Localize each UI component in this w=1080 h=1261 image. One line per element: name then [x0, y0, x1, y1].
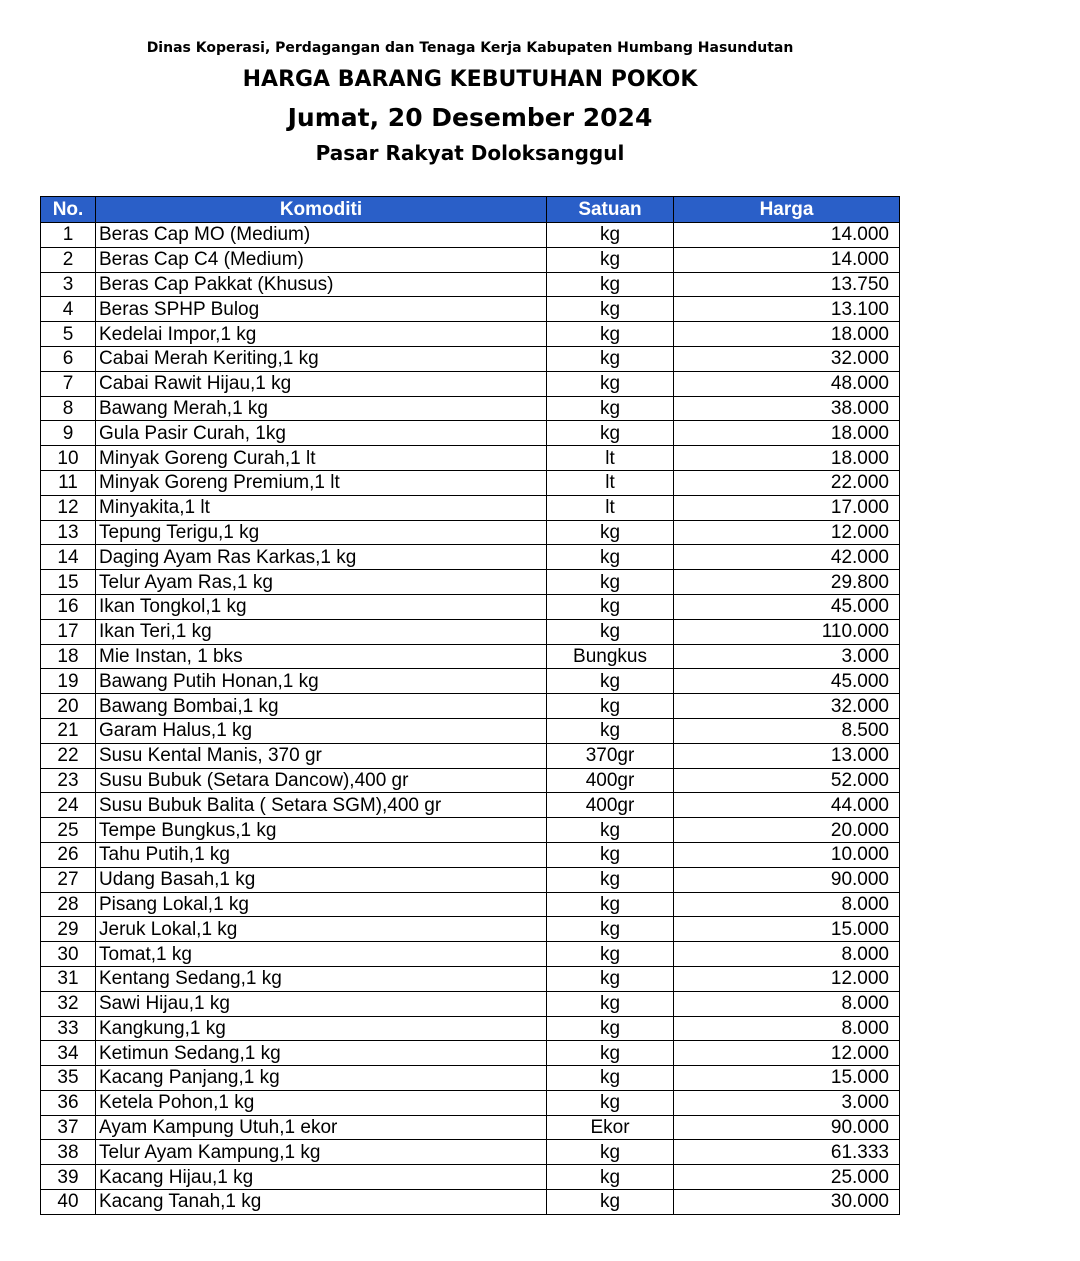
unit: kg — [547, 570, 674, 595]
unit: kg — [547, 694, 674, 719]
price: 8.000 — [674, 991, 900, 1016]
table-row — [41, 818, 900, 843]
unit: kg — [547, 297, 674, 322]
commodity-name: Beras Cap MO (Medium) — [96, 223, 547, 248]
commodity-name: Sawi Hijau,1 kg — [96, 991, 547, 1016]
row-number: 13 — [41, 520, 96, 545]
row-number: 36 — [41, 1090, 96, 1115]
table-row — [41, 669, 900, 694]
commodity-name: Tepung Terigu,1 kg — [96, 520, 547, 545]
unit: 370gr — [547, 743, 674, 768]
unit: kg — [547, 545, 674, 570]
commodity-name: Susu Kental Manis, 370 gr — [96, 743, 547, 768]
table-row — [41, 1016, 900, 1041]
price: 12.000 — [674, 1041, 900, 1066]
unit: lt — [547, 470, 674, 495]
unit: kg — [547, 892, 674, 917]
commodity-name: Kangkung,1 kg — [96, 1016, 547, 1041]
commodity-name: Bawang Merah,1 kg — [96, 396, 547, 421]
unit: kg — [547, 272, 674, 297]
price-table — [40, 196, 900, 1215]
table-row — [41, 917, 900, 942]
document-title: HARGA BARANG KEBUTUHAN POKOK — [242, 67, 698, 92]
row-number: 25 — [41, 818, 96, 843]
commodity-name: Tomat,1 kg — [96, 942, 547, 967]
unit: kg — [547, 520, 674, 545]
row-number: 14 — [41, 545, 96, 570]
row-number: 34 — [41, 1041, 96, 1066]
table-row — [41, 495, 900, 520]
row-number: 31 — [41, 966, 96, 991]
commodity-name: Minyak Goreng Premium,1 lt — [96, 470, 547, 495]
commodity-name: Susu Bubuk Balita ( Setara SGM),400 gr — [96, 793, 547, 818]
row-number: 18 — [41, 644, 96, 669]
table-row — [41, 421, 900, 446]
price: 30.000 — [674, 1190, 900, 1215]
unit: kg — [547, 942, 674, 967]
commodity-name: Beras Cap Pakkat (Khusus) — [96, 272, 547, 297]
unit: kg — [547, 966, 674, 991]
table-row — [41, 396, 900, 421]
unit: kg — [547, 842, 674, 867]
commodity-name: Mie Instan, 1 bks — [96, 644, 547, 669]
unit: kg — [547, 1165, 674, 1190]
commodity-name: Ikan Tongkol,1 kg — [96, 594, 547, 619]
unit: kg — [547, 1066, 674, 1091]
table-row — [41, 793, 900, 818]
report-date: Jumat, 20 Desember 2024 — [287, 103, 653, 132]
table-row — [41, 346, 900, 371]
row-number: 35 — [41, 1066, 96, 1091]
price: 8.000 — [674, 892, 900, 917]
price: 29.800 — [674, 570, 900, 595]
unit: kg — [547, 346, 674, 371]
price: 61.333 — [674, 1140, 900, 1165]
price: 48.000 — [674, 371, 900, 396]
table-row — [41, 322, 900, 347]
price: 90.000 — [674, 1115, 900, 1140]
commodity-name: Cabai Merah Keriting,1 kg — [96, 346, 547, 371]
table-row — [41, 743, 900, 768]
market-name: Pasar Rakyat Doloksanggul — [315, 141, 625, 165]
row-number: 10 — [41, 446, 96, 471]
commodity-name: Ketela Pohon,1 kg — [96, 1090, 547, 1115]
row-number: 27 — [41, 867, 96, 892]
unit: kg — [547, 322, 674, 347]
table-row — [41, 867, 900, 892]
row-number: 17 — [41, 619, 96, 644]
unit: kg — [547, 1041, 674, 1066]
price: 22.000 — [674, 470, 900, 495]
price: 44.000 — [674, 793, 900, 818]
unit: lt — [547, 495, 674, 520]
row-number: 28 — [41, 892, 96, 917]
price: 45.000 — [674, 669, 900, 694]
row-number: 9 — [41, 421, 96, 446]
table-row — [41, 520, 900, 545]
price: 18.000 — [674, 322, 900, 347]
unit: kg — [547, 619, 674, 644]
commodity-name: Ayam Kampung Utuh,1 ekor — [96, 1115, 547, 1140]
unit: kg — [547, 247, 674, 272]
commodity-name: Kedelai Impor,1 kg — [96, 322, 547, 347]
row-number: 37 — [41, 1115, 96, 1140]
price: 15.000 — [674, 1066, 900, 1091]
price: 18.000 — [674, 446, 900, 471]
row-number: 40 — [41, 1190, 96, 1215]
row-number: 32 — [41, 991, 96, 1016]
commodity-name: Minyakita,1 lt — [96, 495, 547, 520]
table-row — [41, 718, 900, 743]
unit: kg — [547, 718, 674, 743]
unit: kg — [547, 371, 674, 396]
column-header-no: No. — [41, 197, 96, 223]
row-number: 19 — [41, 669, 96, 694]
price: 20.000 — [674, 818, 900, 843]
commodity-name: Beras SPHP Bulog — [96, 297, 547, 322]
price: 32.000 — [674, 694, 900, 719]
price: 8.000 — [674, 1016, 900, 1041]
price: 45.000 — [674, 594, 900, 619]
price: 14.000 — [674, 247, 900, 272]
price: 18.000 — [674, 421, 900, 446]
table-row — [41, 272, 900, 297]
unit: kg — [547, 594, 674, 619]
commodity-name: Kacang Tanah,1 kg — [96, 1190, 547, 1215]
column-header-satuan: Satuan — [547, 197, 674, 223]
row-number: 7 — [41, 371, 96, 396]
commodity-name: Tempe Bungkus,1 kg — [96, 818, 547, 843]
row-number: 12 — [41, 495, 96, 520]
commodity-name: Kacang Hijau,1 kg — [96, 1165, 547, 1190]
column-header-harga: Harga — [674, 197, 900, 223]
unit: Ekor — [547, 1115, 674, 1140]
price: 12.000 — [674, 966, 900, 991]
row-number: 15 — [41, 570, 96, 595]
unit: kg — [547, 1016, 674, 1041]
commodity-name: Cabai Rawit Hijau,1 kg — [96, 371, 547, 396]
row-number: 1 — [41, 223, 96, 248]
table-row — [41, 570, 900, 595]
table-row — [41, 1066, 900, 1091]
row-number: 29 — [41, 917, 96, 942]
price: 8.500 — [674, 718, 900, 743]
price: 3.000 — [674, 1090, 900, 1115]
commodity-name: Bawang Putih Honan,1 kg — [96, 669, 547, 694]
price: 90.000 — [674, 867, 900, 892]
price: 110.000 — [674, 619, 900, 644]
commodity-name: Telur Ayam Ras,1 kg — [96, 570, 547, 595]
table-row — [41, 297, 900, 322]
row-number: 22 — [41, 743, 96, 768]
row-number: 11 — [41, 470, 96, 495]
table-row — [41, 594, 900, 619]
unit: kg — [547, 1090, 674, 1115]
table-row — [41, 545, 900, 570]
table-row — [41, 892, 900, 917]
commodity-name: Minyak Goreng Curah,1 lt — [96, 446, 547, 471]
row-number: 20 — [41, 694, 96, 719]
commodity-name: Kentang Sedang,1 kg — [96, 966, 547, 991]
price-table-body — [41, 223, 900, 1215]
price: 3.000 — [674, 644, 900, 669]
unit: kg — [547, 396, 674, 421]
price: 17.000 — [674, 495, 900, 520]
unit: 400gr — [547, 768, 674, 793]
table-row — [41, 1115, 900, 1140]
commodity-name: Susu Bubuk (Setara Dancow),400 gr — [96, 768, 547, 793]
price: 52.000 — [674, 768, 900, 793]
row-number: 2 — [41, 247, 96, 272]
table-row — [41, 247, 900, 272]
unit: kg — [547, 669, 674, 694]
commodity-name: Ketimun Sedang,1 kg — [96, 1041, 547, 1066]
table-row — [41, 470, 900, 495]
price: 14.000 — [674, 223, 900, 248]
unit: kg — [547, 1140, 674, 1165]
unit: kg — [547, 991, 674, 1016]
row-number: 16 — [41, 594, 96, 619]
row-number: 6 — [41, 346, 96, 371]
row-number: 5 — [41, 322, 96, 347]
unit: kg — [547, 867, 674, 892]
commodity-name: Gula Pasir Curah, 1kg — [96, 421, 547, 446]
table-row — [41, 371, 900, 396]
price: 10.000 — [674, 842, 900, 867]
table-row — [41, 1090, 900, 1115]
row-number: 38 — [41, 1140, 96, 1165]
commodity-name: Garam Halus,1 kg — [96, 718, 547, 743]
commodity-name: Beras Cap C4 (Medium) — [96, 247, 547, 272]
commodity-name: Tahu Putih,1 kg — [96, 842, 547, 867]
unit: kg — [547, 421, 674, 446]
row-number: 26 — [41, 842, 96, 867]
commodity-name: Telur Ayam Kampung,1 kg — [96, 1140, 547, 1165]
row-number: 8 — [41, 396, 96, 421]
price: 42.000 — [674, 545, 900, 570]
unit: kg — [547, 818, 674, 843]
price: 8.000 — [674, 942, 900, 967]
table-row — [41, 942, 900, 967]
unit: Bungkus — [547, 644, 674, 669]
price: 13.750 — [674, 272, 900, 297]
table-row — [41, 768, 900, 793]
row-number: 24 — [41, 793, 96, 818]
table-row — [41, 1140, 900, 1165]
commodity-name: Daging Ayam Ras Karkas,1 kg — [96, 545, 547, 570]
price: 13.100 — [674, 297, 900, 322]
price: 38.000 — [674, 396, 900, 421]
table-row — [41, 446, 900, 471]
unit: kg — [547, 1190, 674, 1215]
table-row — [41, 694, 900, 719]
price: 15.000 — [674, 917, 900, 942]
commodity-name: Pisang Lokal,1 kg — [96, 892, 547, 917]
row-number: 21 — [41, 718, 96, 743]
row-number: 23 — [41, 768, 96, 793]
unit: kg — [547, 223, 674, 248]
agency-name: Dinas Koperasi, Perdagangan dan Tenaga Kerja Kabupaten Humbang Hasundutan — [146, 40, 794, 56]
table-row — [41, 619, 900, 644]
unit: lt — [547, 446, 674, 471]
table-row — [41, 991, 900, 1016]
row-number: 3 — [41, 272, 96, 297]
price: 25.000 — [674, 1165, 900, 1190]
row-number: 30 — [41, 942, 96, 967]
table-row — [41, 842, 900, 867]
row-number: 33 — [41, 1016, 96, 1041]
unit: kg — [547, 917, 674, 942]
commodity-name: Ikan Teri,1 kg — [96, 619, 547, 644]
row-number: 39 — [41, 1165, 96, 1190]
table-row — [41, 966, 900, 991]
table-row — [41, 1165, 900, 1190]
unit: 400gr — [547, 793, 674, 818]
commodity-name: Kacang Panjang,1 kg — [96, 1066, 547, 1091]
table-row — [41, 1041, 900, 1066]
price: 12.000 — [674, 520, 900, 545]
price: 13.000 — [674, 743, 900, 768]
table-row — [41, 223, 900, 248]
column-header-komoditi: Komoditi — [96, 197, 547, 223]
table-row — [41, 1190, 900, 1215]
table-row — [41, 644, 900, 669]
commodity-name: Bawang Bombai,1 kg — [96, 694, 547, 719]
price: 32.000 — [674, 346, 900, 371]
commodity-name: Udang Basah,1 kg — [96, 867, 547, 892]
price-table-header — [41, 197, 900, 223]
row-number: 4 — [41, 297, 96, 322]
commodity-name: Jeruk Lokal,1 kg — [96, 917, 547, 942]
